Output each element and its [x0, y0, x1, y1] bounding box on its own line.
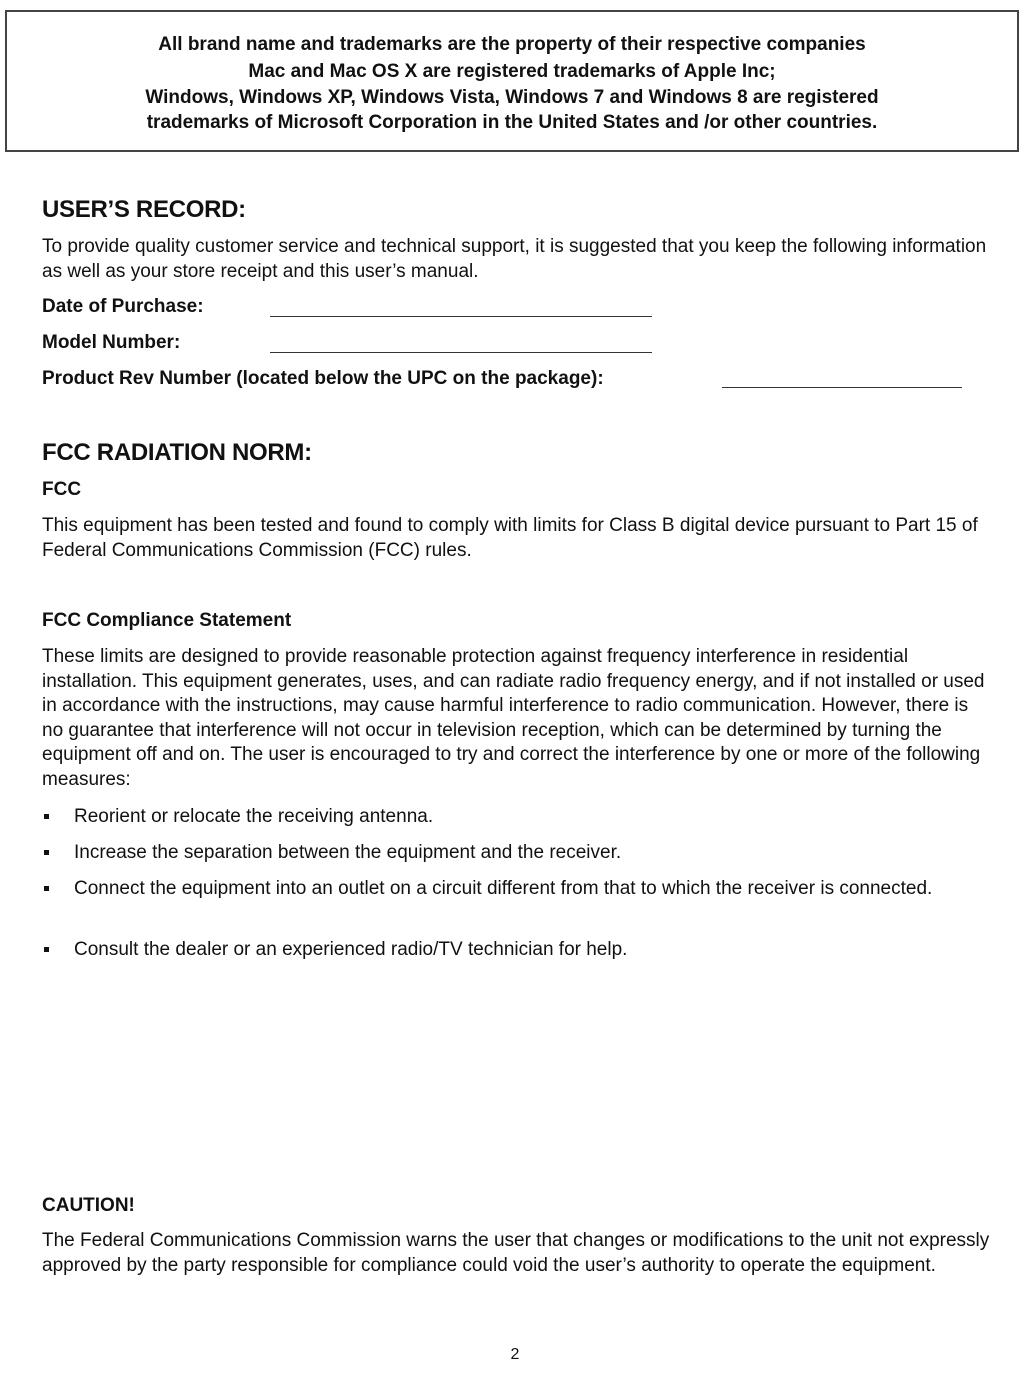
trademark-notice-box [5, 10, 1019, 152]
fcc-radiation-heading: FCC RADIATION NORM: [42, 439, 312, 466]
page-number: 2 [510, 1346, 520, 1363]
product-rev-label: Product Rev Number (located below the UPC on the package): [42, 368, 604, 389]
date-of-purchase-label: Date of Purchase: [42, 296, 204, 317]
fcc-compliance-heading: FCC Compliance Statement [42, 610, 292, 631]
product-rev-blank [722, 387, 962, 388]
bullet-icon [44, 814, 49, 819]
date-of-purchase-blank [270, 316, 652, 317]
model-number-label: Model Number: [42, 332, 181, 353]
caution-body: The Federal Communications Commission warns the user that changes or modifications to the unit not expressly approved by the party responsible for compliance could void the user’s authority to operate the equipment. [42, 1230, 990, 1276]
caution-heading: CAUTION! [42, 1195, 135, 1216]
users-record-intro: To provide quality customer service and technical support, it is suggested that you keep the following information as well as your store receipt and this user’s manual. [42, 236, 987, 282]
users-record-heading: USER’S RECORD: [42, 196, 246, 223]
fcc-body: This equipment has been tested and found to comply with limits for Class B digital device pursuant to Part 15 of Federal Communications Commission (FCC) rules. [42, 515, 978, 561]
bullet-icon [44, 850, 49, 855]
trademark-line-2: Mac and Mac OS X are registered trademarks of Apple Inc; [248, 61, 776, 82]
bullet-icon [44, 947, 49, 952]
bullet-icon [44, 886, 49, 891]
trademark-line-1: All brand name and trademarks are the property of their respective companies [158, 34, 866, 55]
model-number-blank [270, 352, 652, 353]
trademark-line-4: trademarks of Microsoft Corporation in the United States and /or other countries. [146, 112, 878, 133]
trademark-line-3: Windows, Windows XP, Windows Vista, Windows 7 and Windows 8 are registered [145, 87, 879, 108]
fcc-compliance-body: These limits are designed to provide reasonable protection against frequency interference in residential installation. This equipment generates, uses, and can radiate radio frequency energy, and if not installed or used in accordance with the instructions, may cause harmful interference to radio communication. However, there is no guarantee that interference will not occur in television reception, which can be determined by turning the equipment off and on. The user is encouraged to try and correct the interference by one or more of the following measures: [42, 646, 985, 790]
fcc-subheading: FCC [42, 479, 82, 500]
